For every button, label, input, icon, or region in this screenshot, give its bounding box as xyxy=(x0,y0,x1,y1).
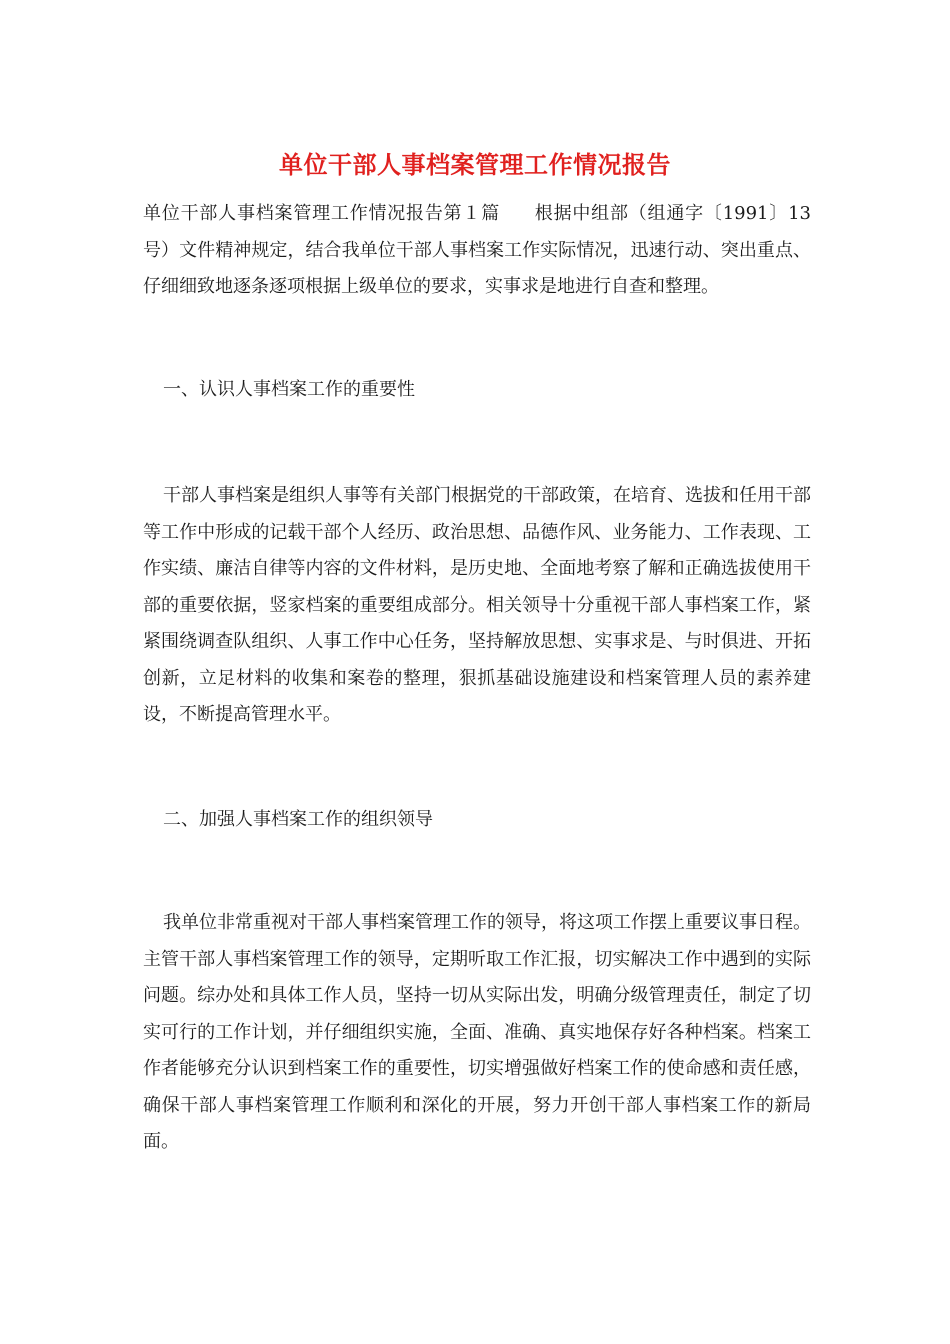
section-2-heading: 二、加强人事档案工作的组织领导 xyxy=(163,809,433,830)
section-1-body: 干部人事档案是组织人事等有关部门根据党的干部政策，在培育、选拔和任用干部等工作中形成的记载干部个人经历、政治思想、品德作风、业务能力、工作表现、工作实绩、廉洁自律等内容的文件材料，是历史地、全面地考察了解和正确选拔使用干部的重要依据，竖家档案的重要组成部分。相关领导十分重视干部人事档案工作，紧紧围绕调查队组织、人事工作中心任务，坚持解放思想、实事求是、与时俱进、开拓创新，立足材料的收集和案卷的整理，狠抓基础设施建设和档案管理人员的素养建设，不断提高管理水平。 xyxy=(143,485,811,725)
intro-paragraph xyxy=(143,196,811,306)
section-1-heading: 一、认识人事档案工作的重要性 xyxy=(163,379,415,400)
document-title: 单位干部人事档案管理工作情况报告 xyxy=(279,150,671,179)
section-2-body: 我单位非常重视对干部人事档案管理工作的领导，将这项工作摆上重要议事日程。主管干部人事档案管理工作的领导，定期听取工作汇报，切实解决工作中遇到的实际问题。综办处和具体工作人员，坚持一切从实际出发，明确分级管理责任，制定了切实可行的工作计划，并仔细组织实施，全面、准确、真实地保存好各种档案。档案工作者能够充分认识到档案工作的重要性，切实增强做好档案工作的使命感和责任感，确保干部人事档案管理工作顺利和深化的开展，努力开创干部人事档案工作的新局面。 xyxy=(143,912,811,1152)
intro-text: 根据中组部（组通字〔1991〕13号）文件精神规定，结合我单位干部人事档案工作实际情况，迅速行动、突出重点、仔细细致地逐条逐项根据上级单位的要求，实事求是地进行自查和整理。 xyxy=(143,203,811,297)
intro-label: 单位干部人事档案管理工作情况报告第１篇 xyxy=(143,203,501,224)
